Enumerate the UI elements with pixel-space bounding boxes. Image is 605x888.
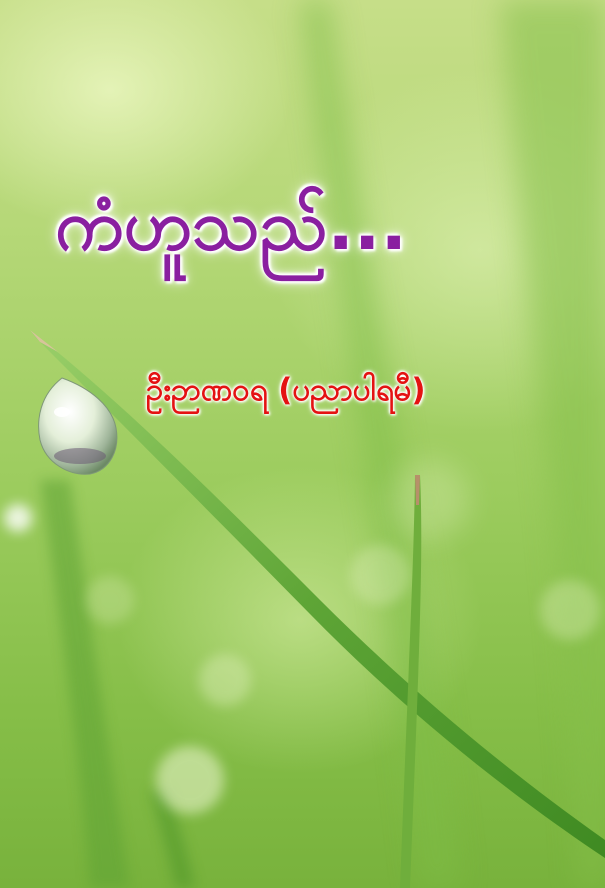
blurred-blade-icon — [500, 0, 605, 888]
book-title: ကံဟူသည်... — [55, 184, 408, 266]
background-blades — [40, 0, 605, 888]
bokeh-circle — [390, 460, 470, 540]
bokeh-circle — [540, 580, 600, 640]
bokeh-circle — [4, 504, 32, 532]
blurred-blade-icon — [40, 480, 130, 888]
blurred-blade-icon — [300, 0, 460, 888]
author-name: ဦးဉာဏဝရ (ပညာပါရမီ) — [146, 372, 426, 408]
bokeh-circle — [86, 576, 134, 624]
bokeh-circle — [199, 654, 251, 706]
bokeh-circle — [156, 746, 224, 814]
water-drop-icon — [39, 378, 117, 474]
bokeh-circle — [350, 545, 410, 605]
